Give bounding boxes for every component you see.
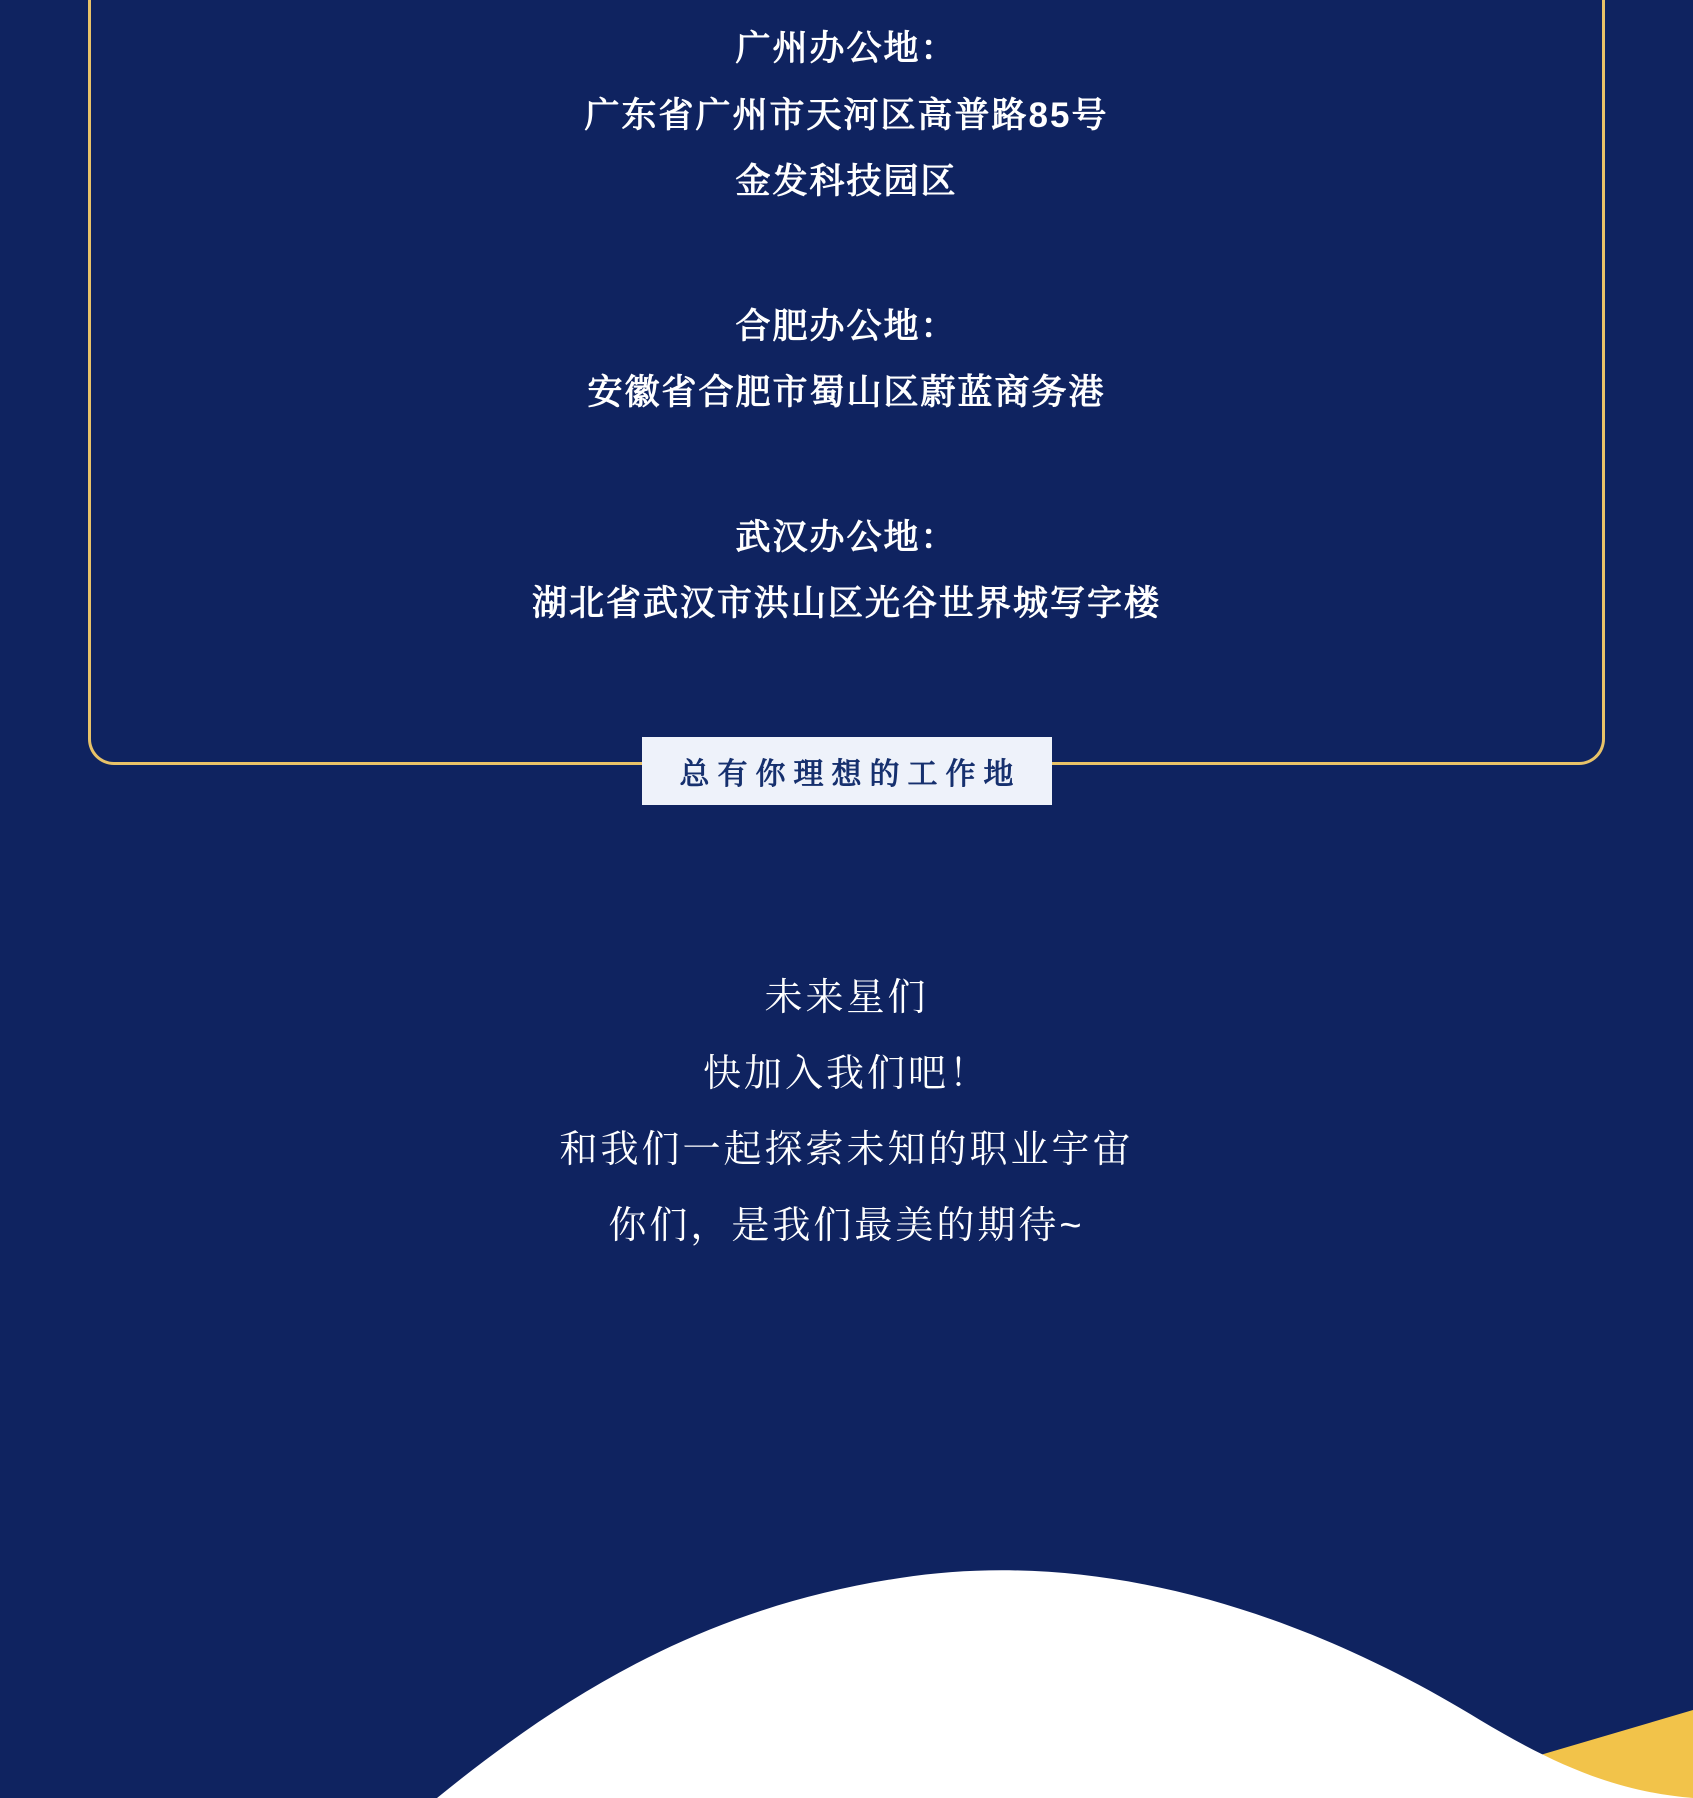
office-title: 广州办公地： xyxy=(735,29,958,68)
office-address-line: 湖北省武汉市洪山区光谷世界城写字楼 xyxy=(531,584,1161,623)
closing-message xyxy=(0,960,1693,1264)
office-address-list xyxy=(91,0,1602,638)
office-block-guangzhou xyxy=(91,0,1602,216)
workplace-ribbon-label: 总有你理想的工作地 xyxy=(642,737,1052,805)
office-address-panel xyxy=(88,0,1605,765)
office-title: 合肥办公地： xyxy=(735,306,958,346)
closing-line-4: 你们，是我们最美的期待~ xyxy=(608,1205,1085,1247)
office-address-line: 安徽省合肥市蜀山区蔚蓝商务港 xyxy=(587,373,1106,412)
office-title: 武汉办公地： xyxy=(735,517,958,557)
closing-line-1: 未来星们 xyxy=(764,977,929,1019)
office-address-line: 金发科技园区 xyxy=(735,162,958,201)
closing-line-2: 快加入我们吧！ xyxy=(702,1053,990,1095)
office-address-line: 广东省广州市天河区高普路85号 xyxy=(584,95,1109,135)
office-block-hefei xyxy=(91,294,1602,427)
spacer xyxy=(91,427,1602,505)
office-block-wuhan xyxy=(91,505,1602,638)
spacer xyxy=(91,216,1602,294)
wave-shape-icon xyxy=(0,1458,1693,1798)
bottom-wave-decoration xyxy=(0,1458,1693,1798)
closing-line-3: 和我们一起探索未知的职业宇宙 xyxy=(559,1129,1134,1171)
gold-wave-icon xyxy=(1500,1710,1693,1798)
white-wave-icon xyxy=(437,1570,1693,1798)
